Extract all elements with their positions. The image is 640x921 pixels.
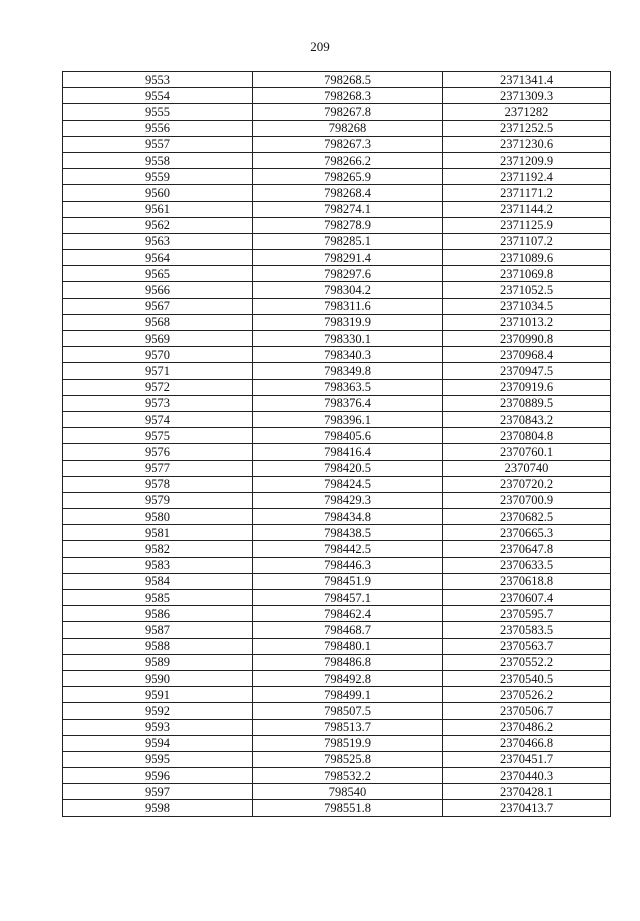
table-row (63, 136, 611, 152)
point-id-cell: 9567 (63, 298, 253, 314)
x-coordinate-cell: 798499.1 (253, 687, 443, 703)
table-row (63, 525, 611, 541)
y-coordinate-cell: 2370682.5 (443, 509, 611, 525)
x-coordinate-cell: 798468.7 (253, 622, 443, 638)
y-coordinate-cell: 2370947.5 (443, 363, 611, 379)
table-row (63, 314, 611, 330)
table-row (63, 411, 611, 427)
y-coordinate-cell: 2371171.2 (443, 185, 611, 201)
x-coordinate-cell: 798330.1 (253, 331, 443, 347)
point-id-cell: 9592 (63, 703, 253, 719)
point-id-cell: 9562 (63, 217, 253, 233)
y-coordinate-cell: 2370647.8 (443, 541, 611, 557)
point-id-cell: 9558 (63, 152, 253, 168)
table-row (63, 444, 611, 460)
x-coordinate-cell: 798416.4 (253, 444, 443, 460)
table-row (63, 751, 611, 767)
table-row (63, 233, 611, 249)
x-coordinate-cell: 798525.8 (253, 751, 443, 767)
x-coordinate-cell: 798268.3 (253, 88, 443, 104)
x-coordinate-cell: 798405.6 (253, 428, 443, 444)
x-coordinate-cell: 798311.6 (253, 298, 443, 314)
y-coordinate-cell: 2371230.6 (443, 136, 611, 152)
y-coordinate-cell: 2371069.8 (443, 266, 611, 282)
x-coordinate-cell: 798457.1 (253, 590, 443, 606)
x-coordinate-cell: 798420.5 (253, 460, 443, 476)
point-id-cell: 9597 (63, 784, 253, 800)
table-row (63, 217, 611, 233)
point-id-cell: 9593 (63, 719, 253, 735)
y-coordinate-cell: 2371252.5 (443, 120, 611, 136)
point-id-cell: 9590 (63, 670, 253, 686)
point-id-cell: 9571 (63, 363, 253, 379)
x-coordinate-cell: 798532.2 (253, 768, 443, 784)
y-coordinate-cell: 2370633.5 (443, 557, 611, 573)
x-coordinate-cell: 798434.8 (253, 509, 443, 525)
y-coordinate-cell: 2370540.5 (443, 670, 611, 686)
y-coordinate-cell: 2370889.5 (443, 395, 611, 411)
point-id-cell: 9565 (63, 266, 253, 282)
point-id-cell: 9559 (63, 169, 253, 185)
y-coordinate-cell: 2370720.2 (443, 476, 611, 492)
x-coordinate-cell: 798266.2 (253, 152, 443, 168)
point-id-cell: 9573 (63, 395, 253, 411)
y-coordinate-cell: 2370552.2 (443, 654, 611, 670)
x-coordinate-cell: 798492.8 (253, 670, 443, 686)
y-coordinate-cell: 2370413.7 (443, 800, 611, 816)
y-coordinate-cell: 2371341.4 (443, 72, 611, 88)
table-row (63, 638, 611, 654)
x-coordinate-cell: 798268.4 (253, 185, 443, 201)
point-id-cell: 9598 (63, 800, 253, 816)
y-coordinate-cell: 2370760.1 (443, 444, 611, 460)
table-row (63, 428, 611, 444)
table-row (63, 654, 611, 670)
table-row (63, 800, 611, 816)
coordinates-table (62, 71, 611, 817)
point-id-cell: 9583 (63, 557, 253, 573)
point-id-cell: 9589 (63, 654, 253, 670)
table-row (63, 670, 611, 686)
point-id-cell: 9566 (63, 282, 253, 298)
x-coordinate-cell: 798442.5 (253, 541, 443, 557)
table-row (63, 201, 611, 217)
y-coordinate-cell: 2370583.5 (443, 622, 611, 638)
y-coordinate-cell: 2370486.2 (443, 719, 611, 735)
point-id-cell: 9581 (63, 525, 253, 541)
table-row (63, 185, 611, 201)
point-id-cell: 9569 (63, 331, 253, 347)
table-row (63, 266, 611, 282)
coordinates-table-body (63, 72, 611, 817)
point-id-cell: 9585 (63, 590, 253, 606)
x-coordinate-cell: 798462.4 (253, 606, 443, 622)
y-coordinate-cell: 2370466.8 (443, 735, 611, 751)
y-coordinate-cell: 2370506.7 (443, 703, 611, 719)
point-id-cell: 9557 (63, 136, 253, 152)
table-row (63, 606, 611, 622)
x-coordinate-cell: 798519.9 (253, 735, 443, 751)
point-id-cell: 9561 (63, 201, 253, 217)
x-coordinate-cell: 798278.9 (253, 217, 443, 233)
y-coordinate-cell: 2370990.8 (443, 331, 611, 347)
y-coordinate-cell: 2371125.9 (443, 217, 611, 233)
point-id-cell: 9588 (63, 638, 253, 654)
y-coordinate-cell: 2371192.4 (443, 169, 611, 185)
x-coordinate-cell: 798396.1 (253, 411, 443, 427)
table-row (63, 557, 611, 573)
point-id-cell: 9570 (63, 347, 253, 363)
y-coordinate-cell: 2371052.5 (443, 282, 611, 298)
point-id-cell: 9582 (63, 541, 253, 557)
table-row (63, 72, 611, 88)
y-coordinate-cell: 2370740 (443, 460, 611, 476)
y-coordinate-cell: 2370700.9 (443, 492, 611, 508)
x-coordinate-cell: 798274.1 (253, 201, 443, 217)
x-coordinate-cell: 798297.6 (253, 266, 443, 282)
y-coordinate-cell: 2370618.8 (443, 573, 611, 589)
table-row (63, 331, 611, 347)
point-id-cell: 9579 (63, 492, 253, 508)
y-coordinate-cell: 2371034.5 (443, 298, 611, 314)
x-coordinate-cell: 798424.5 (253, 476, 443, 492)
y-coordinate-cell: 2370804.8 (443, 428, 611, 444)
point-id-cell: 9591 (63, 687, 253, 703)
point-id-cell: 9587 (63, 622, 253, 638)
table-row (63, 735, 611, 751)
x-coordinate-cell: 798349.8 (253, 363, 443, 379)
point-id-cell: 9560 (63, 185, 253, 201)
x-coordinate-cell: 798285.1 (253, 233, 443, 249)
table-row (63, 687, 611, 703)
x-coordinate-cell: 798267.3 (253, 136, 443, 152)
table-row (63, 573, 611, 589)
point-id-cell: 9554 (63, 88, 253, 104)
table-row (63, 152, 611, 168)
x-coordinate-cell: 798540 (253, 784, 443, 800)
x-coordinate-cell: 798291.4 (253, 250, 443, 266)
x-coordinate-cell: 798507.5 (253, 703, 443, 719)
y-coordinate-cell: 2370563.7 (443, 638, 611, 654)
table-row (63, 719, 611, 735)
y-coordinate-cell: 2370919.6 (443, 379, 611, 395)
y-coordinate-cell: 2371309.3 (443, 88, 611, 104)
x-coordinate-cell: 798480.1 (253, 638, 443, 654)
x-coordinate-cell: 798363.5 (253, 379, 443, 395)
table-row (63, 282, 611, 298)
y-coordinate-cell: 2371144.2 (443, 201, 611, 217)
table-row (63, 784, 611, 800)
x-coordinate-cell: 798265.9 (253, 169, 443, 185)
x-coordinate-cell: 798267.8 (253, 104, 443, 120)
point-id-cell: 9568 (63, 314, 253, 330)
point-id-cell: 9580 (63, 509, 253, 525)
point-id-cell: 9575 (63, 428, 253, 444)
table-row (63, 88, 611, 104)
table-row (63, 476, 611, 492)
y-coordinate-cell: 2370607.4 (443, 590, 611, 606)
point-id-cell: 9574 (63, 411, 253, 427)
table-row (63, 492, 611, 508)
table-row (63, 460, 611, 476)
y-coordinate-cell: 2371209.9 (443, 152, 611, 168)
point-id-cell: 9594 (63, 735, 253, 751)
y-coordinate-cell: 2370843.2 (443, 411, 611, 427)
point-id-cell: 9553 (63, 72, 253, 88)
x-coordinate-cell: 798429.3 (253, 492, 443, 508)
x-coordinate-cell: 798268.5 (253, 72, 443, 88)
x-coordinate-cell: 798486.8 (253, 654, 443, 670)
point-id-cell: 9563 (63, 233, 253, 249)
x-coordinate-cell: 798304.2 (253, 282, 443, 298)
table-row (63, 120, 611, 136)
y-coordinate-cell: 2370451.7 (443, 751, 611, 767)
point-id-cell: 9596 (63, 768, 253, 784)
point-id-cell: 9577 (63, 460, 253, 476)
point-id-cell: 9578 (63, 476, 253, 492)
x-coordinate-cell: 798319.9 (253, 314, 443, 330)
point-id-cell: 9564 (63, 250, 253, 266)
y-coordinate-cell: 2370526.2 (443, 687, 611, 703)
table-row (63, 250, 611, 266)
table-row (63, 768, 611, 784)
x-coordinate-cell: 798340.3 (253, 347, 443, 363)
point-id-cell: 9586 (63, 606, 253, 622)
table-row (63, 298, 611, 314)
point-id-cell: 9595 (63, 751, 253, 767)
x-coordinate-cell: 798438.5 (253, 525, 443, 541)
x-coordinate-cell: 798268 (253, 120, 443, 136)
point-id-cell: 9572 (63, 379, 253, 395)
table-row (63, 104, 611, 120)
table-row (63, 395, 611, 411)
point-id-cell: 9576 (63, 444, 253, 460)
y-coordinate-cell: 2371107.2 (443, 233, 611, 249)
x-coordinate-cell: 798513.7 (253, 719, 443, 735)
y-coordinate-cell: 2371089.6 (443, 250, 611, 266)
y-coordinate-cell: 2370968.4 (443, 347, 611, 363)
table-row (63, 590, 611, 606)
point-id-cell: 9584 (63, 573, 253, 589)
point-id-cell: 9556 (63, 120, 253, 136)
table-row (63, 622, 611, 638)
x-coordinate-cell: 798446.3 (253, 557, 443, 573)
x-coordinate-cell: 798551.8 (253, 800, 443, 816)
table-row (63, 541, 611, 557)
y-coordinate-cell: 2370665.3 (443, 525, 611, 541)
y-coordinate-cell: 2371013.2 (443, 314, 611, 330)
table-row (63, 703, 611, 719)
table-row (63, 509, 611, 525)
page-number: 209 (310, 39, 330, 54)
y-coordinate-cell: 2370595.7 (443, 606, 611, 622)
table-row (63, 363, 611, 379)
y-coordinate-cell: 2370428.1 (443, 784, 611, 800)
point-id-cell: 9555 (63, 104, 253, 120)
y-coordinate-cell: 2370440.3 (443, 768, 611, 784)
x-coordinate-cell: 798376.4 (253, 395, 443, 411)
table-row (63, 379, 611, 395)
table-row (63, 169, 611, 185)
table-row (63, 347, 611, 363)
y-coordinate-cell: 2371282 (443, 104, 611, 120)
x-coordinate-cell: 798451.9 (253, 573, 443, 589)
